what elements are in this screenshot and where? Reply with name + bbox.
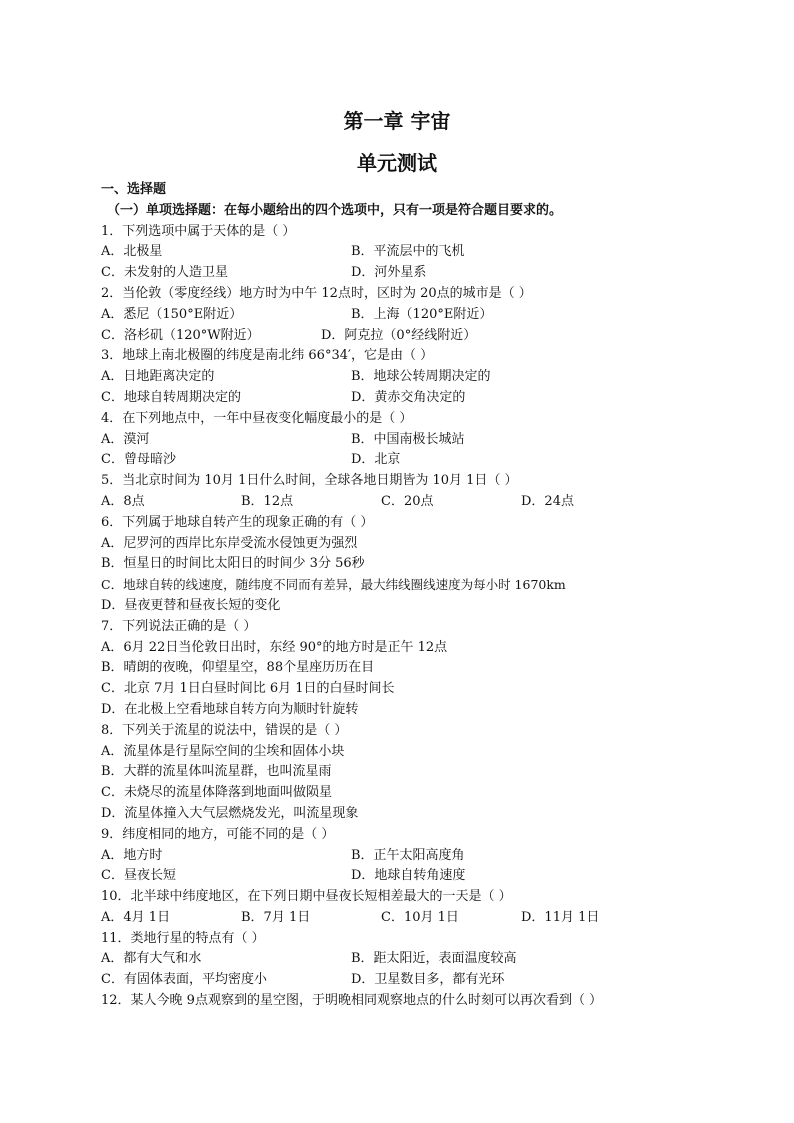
- option: B．距太阳近，表面温度较高: [351, 951, 517, 967]
- question-stem: 6．下列属于地球自转产生的现象正确的有（ ）: [101, 514, 374, 530]
- option: D．北京: [351, 452, 401, 468]
- option: C．有固体表面，平均密度小: [101, 972, 267, 988]
- option: A．北极星: [101, 244, 163, 260]
- option: C．曾母暗沙: [101, 452, 176, 468]
- option: B．大群的流星体叫流星群，也叫流星雨: [101, 764, 332, 780]
- question-list: [101, 180, 701, 1012]
- option: C．20点: [381, 493, 434, 509]
- option: A．日地距离决定的: [101, 369, 215, 385]
- option: A．6月 22日当伦敦日出时，东经 90°的地方时是正午 12点: [101, 639, 448, 655]
- question-stem: 2．当伦敦（零度经线）地方时为中午 12点时，区时为 20点的城市是（ ）: [101, 285, 532, 301]
- option: A．8点: [101, 493, 145, 509]
- option: A．漠河: [101, 431, 150, 447]
- option: D．11月 1日: [521, 909, 600, 925]
- option: C．昼夜长短: [101, 868, 176, 884]
- option: B．正午太阳高度角: [351, 847, 465, 863]
- option: C．地球自转的线速度，随纬度不同而有差异，最大纬线圈线速度为每小时 1670km: [101, 577, 566, 593]
- question-stem: 12．某人今晚 9点观察到的星空图，于明晚相同观察地点的什么时刻可以再次看到（ ）: [101, 993, 603, 1009]
- question-stem: 9．纬度相同的地方，可能不同的是（ ）: [101, 826, 335, 842]
- question-stem: 1．下列选项中属于天体的是（ ）: [101, 223, 296, 239]
- question-stem: 3．地球上南北极圈的纬度是南北纬 66°34′，它是由（ ）: [101, 348, 434, 364]
- option: D．地球自转角速度: [351, 868, 466, 884]
- instruction: （一）单项选择题：在每小题给出的四个选项中，只有一项是符合题目要求的。: [107, 202, 563, 218]
- option: A．4月 1日: [101, 909, 171, 925]
- option: D．河外星系: [351, 265, 427, 281]
- option: B．晴朗的夜晚，仰望星空，88个星座历历在目: [101, 660, 375, 676]
- option: C．地球自转周期决定的: [101, 389, 241, 405]
- option: B．中国南极长城站: [351, 431, 465, 447]
- option: A．流星体是行星际空间的尘埃和固体小块: [101, 743, 345, 759]
- question-stem: 11．类地行星的特点有（ ）: [101, 930, 265, 946]
- option: D．流星体撞入大气层燃烧发光，叫流星现象: [101, 805, 359, 821]
- option: A．都有大气和水: [101, 951, 202, 967]
- option: D．黄赤交角决定的: [351, 389, 466, 405]
- option: D．昼夜更替和昼夜长短的变化: [101, 597, 281, 613]
- option: B．平流层中的飞机: [351, 244, 465, 260]
- option: B．12点: [241, 493, 294, 509]
- option: B．上海（120°E附近）: [351, 306, 493, 322]
- option: C．未发射的人造卫星: [101, 265, 228, 281]
- question-stem: 8．下列关于流星的说法中，错误的是（ ）: [101, 722, 348, 738]
- option: C．未烧尽的流星体降落到地面叫做陨星: [101, 785, 332, 801]
- question-stem: 5．当北京时间为 10月 1日什么时间，全球各地日期皆为 10月 1日（ ）: [101, 473, 518, 489]
- option: D．24点: [521, 493, 574, 509]
- section-heading: 一、选择题: [101, 182, 167, 197]
- option: B．地球公转周期决定的: [351, 369, 491, 385]
- unit-test-subtitle: 单元测试: [357, 151, 437, 175]
- question-stem: 7．下列说法正确的是（ ）: [101, 618, 257, 634]
- option: C．10月 1日: [381, 909, 459, 925]
- option: D．阿克拉（0°经线附近）: [321, 327, 477, 343]
- option: A．尼罗河的西岸比东岸受流水侵蚀更为强烈: [101, 535, 358, 551]
- option: A．悉尼（150°E附近）: [101, 306, 243, 322]
- question-stem: 10．北半球中纬度地区，在下列日期中昼夜长短相差最大的一天是（ ）: [101, 889, 512, 905]
- chapter-title: 第一章 宇宙: [343, 109, 451, 133]
- option: C．北京 7月 1日白昼时间比 6月 1日的白昼时间长: [101, 681, 395, 697]
- question-stem: 4．在下列地点中，一年中昼夜变化幅度最小的是（ ）: [101, 410, 413, 426]
- option: D．卫星数目多，都有光环: [351, 972, 505, 988]
- option: D．在北极上空看地球自转方向为顺时针旋转: [101, 701, 359, 717]
- option: B．恒星日的时间比太阳日的时间少 3分 56秒: [101, 556, 365, 572]
- option: B．7月 1日: [241, 909, 311, 925]
- option: C．洛杉矶（120°W附近）: [101, 327, 260, 343]
- option: A．地方时: [101, 847, 163, 863]
